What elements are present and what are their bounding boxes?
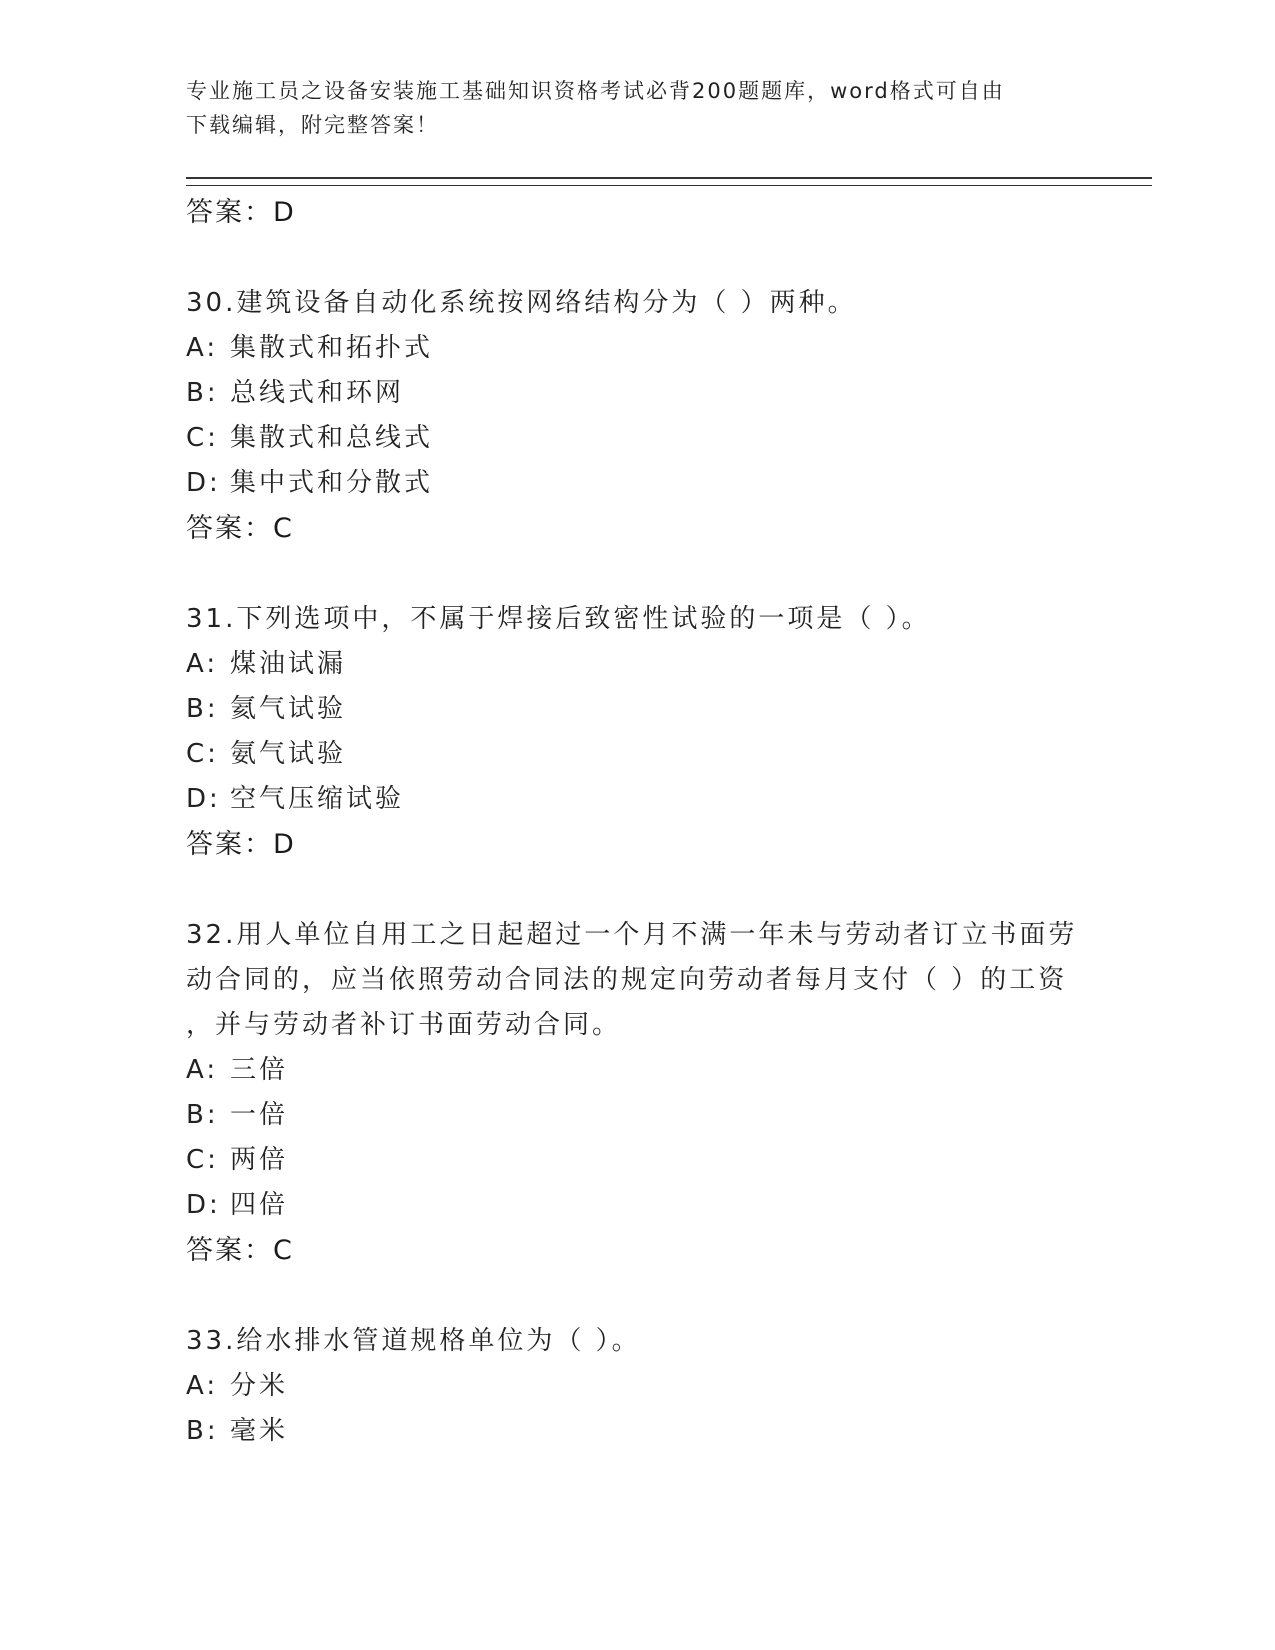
- option-text: 集散式和拓扑式: [230, 333, 434, 363]
- option-letter: C:: [186, 1145, 219, 1175]
- option-text: 两倍: [230, 1145, 289, 1175]
- option-letter: B:: [186, 378, 219, 408]
- option-text: 集中式和分散式: [230, 468, 434, 498]
- question-stem-line: 动合同的，应当依照劳动合同法的规定向劳动者每月支付（ ）的工资: [186, 965, 1068, 995]
- option-text: 氦气试验: [230, 694, 347, 724]
- question-stem: 30.建筑设备自动化系统按网络结构分为（ ）两种。: [186, 288, 857, 318]
- option-d: [186, 1183, 1086, 1228]
- option-a: [186, 642, 1086, 687]
- question-stem-line: ，并与劳动者补订书面劳动合同。: [186, 1010, 622, 1040]
- question-stem: 31.下列选项中，不属于焊接后致密性试验的一项是（ ）。: [186, 604, 931, 634]
- option-a: [186, 326, 1086, 371]
- question-list: [186, 190, 1086, 1454]
- option-b: [186, 1409, 1086, 1454]
- header-divider: [186, 177, 1152, 186]
- option-letter: D:: [186, 784, 221, 814]
- option-c: [186, 732, 1086, 777]
- option-letter: B:: [186, 694, 219, 724]
- option-letter: A:: [186, 333, 219, 363]
- question-33: [186, 1319, 1086, 1454]
- option-text: 分米: [230, 1371, 289, 1401]
- option-b: [186, 1093, 1086, 1138]
- option-text: 一倍: [230, 1100, 289, 1130]
- option-a: [186, 1048, 1086, 1093]
- option-letter: C:: [186, 739, 219, 769]
- option-c: [186, 1138, 1086, 1183]
- option-letter: B:: [186, 1416, 219, 1446]
- option-b: [186, 687, 1086, 732]
- option-d: [186, 777, 1086, 822]
- answer-line: 答案：C: [186, 1235, 294, 1266]
- header-title-line-1: 专业施工员之设备安装施工基础知识资格考试必背200题题库，word格式可自由: [186, 79, 1005, 103]
- document-header: [186, 74, 1066, 142]
- option-letter: B:: [186, 1100, 219, 1130]
- question-stem: 33.给水排水管道规格单位为（ ）。: [186, 1326, 641, 1356]
- option-d: [186, 461, 1086, 506]
- option-letter: A:: [186, 649, 219, 679]
- option-text: 氨气试验: [230, 739, 347, 769]
- answer-line: 答案：C: [186, 513, 294, 544]
- question-stem-line: 32.用人单位自用工之日起超过一个月不满一年未与劳动者订立书面劳: [186, 920, 1078, 950]
- question-32: [186, 913, 1086, 1273]
- question-30: [186, 281, 1086, 551]
- answer-line: 答案：D: [186, 829, 296, 860]
- question-31: [186, 597, 1086, 867]
- answer-line: 答案：D: [186, 197, 296, 228]
- option-letter: D:: [186, 1190, 221, 1220]
- option-text: 毫米: [230, 1416, 289, 1446]
- option-letter: D:: [186, 468, 221, 498]
- option-text: 四倍: [230, 1190, 289, 1220]
- option-a: [186, 1364, 1086, 1409]
- option-letter: C:: [186, 423, 219, 453]
- option-text: 总线式和环网: [230, 378, 405, 408]
- option-text: 煤油试漏: [230, 649, 347, 679]
- option-text: 空气压缩试验: [230, 784, 405, 814]
- option-text: 集散式和总线式: [230, 423, 434, 453]
- option-c: [186, 416, 1086, 461]
- option-letter: A:: [186, 1371, 219, 1401]
- option-text: 三倍: [230, 1055, 289, 1085]
- header-title-line-2: 下载编辑，附完整答案！: [186, 113, 439, 137]
- option-letter: A:: [186, 1055, 219, 1085]
- option-b: [186, 371, 1086, 416]
